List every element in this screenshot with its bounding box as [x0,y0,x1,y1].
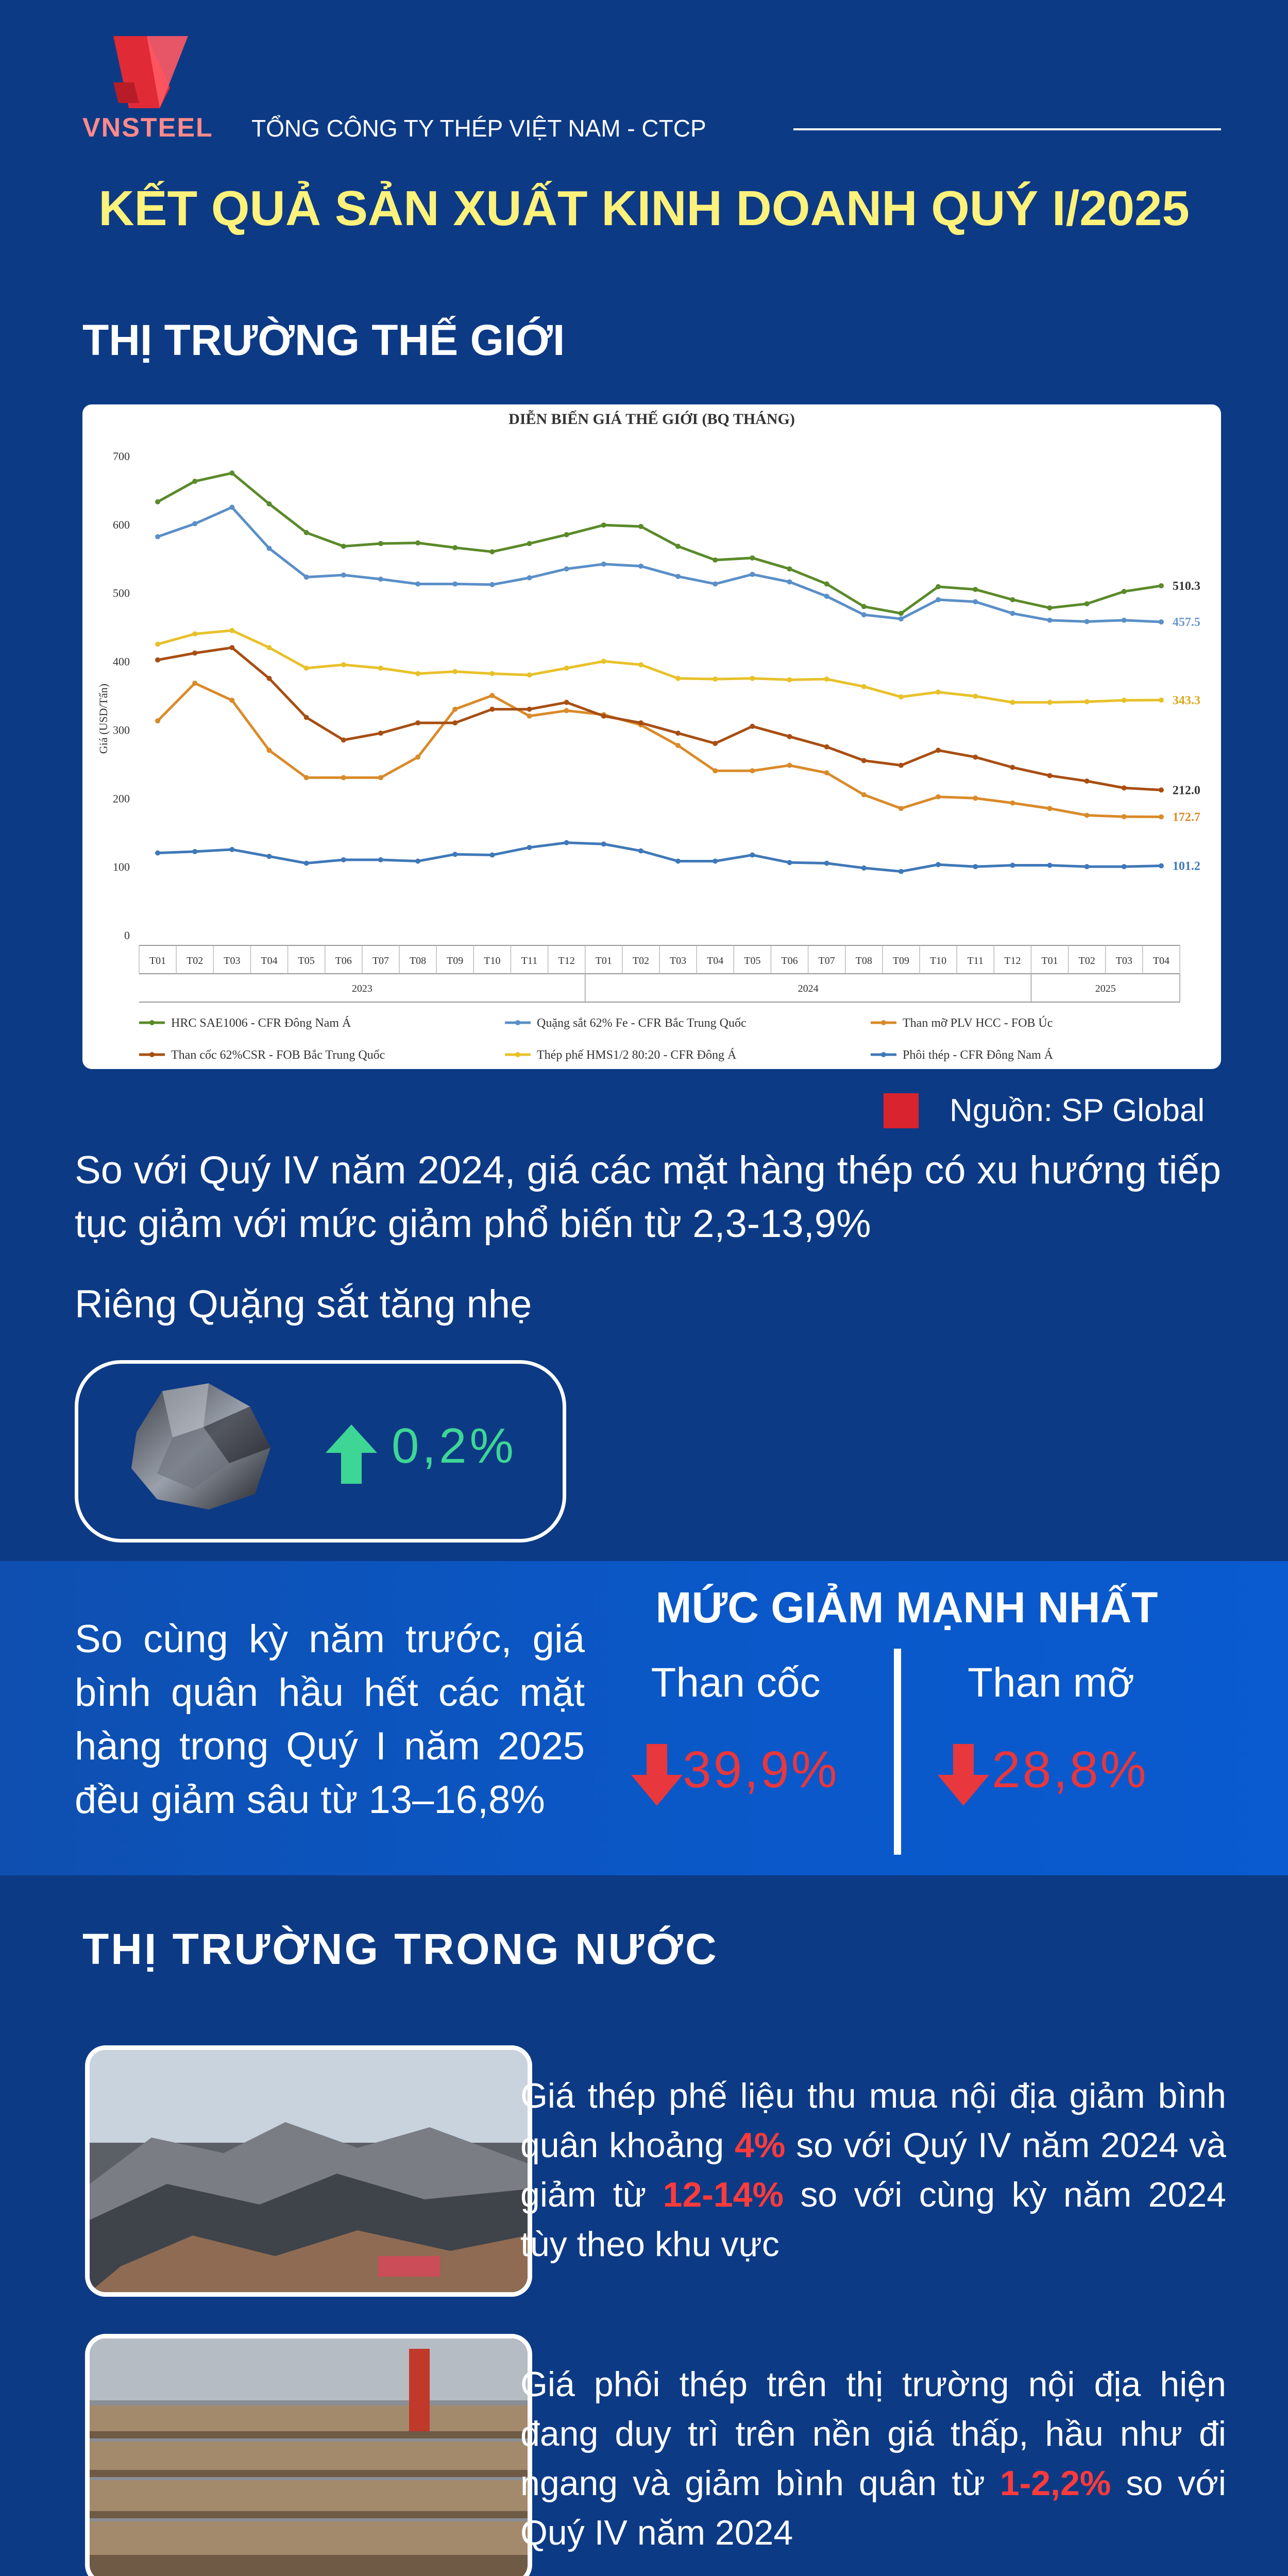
data-point [973,587,978,592]
x-tick-label: T11 [521,955,538,967]
data-point [489,853,495,858]
data-point [229,505,234,510]
data-point [1047,605,1053,611]
data-point [601,841,606,846]
page-title: KẾT QUẢ SẢN XUẤT KINH DOANH QUÝ I/2025 [98,181,1190,236]
scrap-steel-photo [85,2045,532,2297]
data-point [824,744,829,750]
yoy-summary: So cùng kỳ năm trước, giá bình quân hầu hết các mặt hàng trong Quý I năm 2025 đều giảm sâu từ 13–16,8% [75,1617,585,1822]
chart-source [884,1092,1205,1129]
data-point [861,792,867,798]
year-label: 2024 [798,983,819,994]
data-point [936,862,941,867]
data-point [899,869,904,874]
data-point [1047,806,1053,811]
world-summary: So với Quý IV năm 2024, giá các mặt hàng thép có xu hướng tiếp tục giảm với mức giảm phổ biến từ 2,3-13,9% [75,1148,1221,1246]
coking-coal-label: Than mỡ [968,1659,1134,1705]
data-point [489,582,495,587]
data-point [304,574,309,580]
data-point [229,698,234,703]
data-point [675,574,681,579]
iron-ore-image [116,1370,281,1520]
data-point [1122,814,1127,819]
data-point [415,581,420,586]
data-point [1010,611,1015,616]
data-point [267,854,272,859]
billet-photo [85,2334,532,2576]
data-point [601,562,606,567]
x-tick-label: T07 [818,955,835,967]
data-point [787,860,792,865]
text-part: so với cùng kỳ năm 2024 tùy theo khu vực [520,2175,1226,2264]
data-point [155,499,160,504]
x-tick-label: T08 [409,955,427,967]
legend-marker [149,1020,155,1025]
legend-label: Thép phế HMS1/2 80:20 - CFR Đông Á [537,1048,737,1062]
x-tick-label: T09 [892,955,910,967]
data-point [1084,619,1090,624]
x-tick-label: T09 [447,955,464,967]
chart-ylabel: Giá (USD/Tấn) [97,683,110,754]
coke-label: Than cốc [651,1659,821,1705]
text-part: so với Quý IV năm 2024 và giảm từ [520,2126,1226,2214]
data-point [155,641,160,647]
x-tick-label: T03 [1115,955,1132,967]
x-tick-label: T08 [855,955,872,967]
data-point [861,604,867,609]
highlight-value: 12-14% [663,2175,784,2214]
data-point [415,540,420,546]
data-point [824,581,829,586]
series-line [158,507,1161,622]
data-point [192,651,197,656]
data-point [936,748,941,753]
data-point [304,530,309,535]
data-point [601,522,606,528]
data-point [1122,785,1127,790]
data-point [675,731,681,736]
data-point [861,758,867,763]
x-tick-label: T03 [669,955,687,967]
data-point [787,734,792,739]
data-point [527,845,532,850]
data-point [713,557,718,563]
data-point [750,768,755,773]
data-point [750,724,755,729]
world-section-title: THỊ TRƯỜNG THẾ GIỚI [82,316,565,364]
legend-marker [881,1052,886,1057]
x-tick-label: T01 [595,955,612,967]
data-point [1122,864,1127,869]
data-point [861,866,867,871]
y-tick-label: 700 [113,450,130,463]
data-point [452,720,457,725]
biggest-drop-title: MỨC GIẢM MẠNH NHẤT [655,1583,1158,1632]
legend-label: Phôi thép - CFR Đông Nam Á [903,1048,1054,1062]
billet-text [520,2360,1226,2557]
source-marker [884,1093,919,1128]
data-point [750,572,755,577]
data-point [861,612,867,617]
data-point [973,864,978,869]
x-tick-label: T04 [261,955,278,967]
data-point [750,676,755,681]
data-point [527,707,532,712]
data-point [787,566,792,571]
data-point [1010,801,1015,806]
data-point [1047,618,1053,623]
data-point [452,852,457,857]
text-part: Giá phôi thép trên thị trường nội địa hiện đang duy trì trên nền giá thấp, hầu như đi ngang và giảm bình quân từ [520,2365,1226,2503]
data-point [527,714,532,719]
data-point [564,840,569,845]
data-point [415,859,420,864]
data-point [1122,618,1127,623]
data-point [341,662,346,667]
data-point [192,521,197,527]
end-value-label: 212.0 [1172,784,1200,798]
data-point [192,681,197,686]
end-value-label: 343.3 [1172,693,1200,707]
data-point [341,775,346,780]
data-point [267,748,272,753]
data-point [452,707,457,712]
price-line-chart [82,404,1221,1069]
end-value-label: 457.5 [1172,616,1200,630]
x-tick-label: T06 [335,955,352,967]
data-point [489,707,495,712]
company-name: TỔNG CÔNG TY THÉP VIỆT NAM - CTCP [251,115,706,142]
data-point [564,566,569,571]
y-tick-label: 400 [113,655,130,668]
data-point [824,594,829,599]
data-point [713,768,718,773]
data-point [824,676,829,682]
data-point [1047,862,1053,868]
data-point [341,737,346,742]
highlight-value: 1-2,2% [999,2464,1111,2503]
legend-marker [515,1020,520,1025]
data-point [713,741,718,746]
data-point [564,708,569,713]
data-point [452,581,457,586]
data-point [1122,589,1127,594]
x-tick-label: T03 [224,955,241,967]
data-point [899,806,904,811]
data-point [973,755,978,760]
data-point [155,657,160,663]
header-rule [793,128,1221,130]
data-point [267,645,272,650]
x-tick-label: T01 [149,955,166,967]
data-point [1084,813,1090,818]
x-tick-label: T12 [1004,955,1021,967]
iron-ore-change: 0,2% [392,1418,517,1473]
data-point [675,544,681,549]
data-point [415,671,420,676]
data-point [155,851,160,856]
x-tick-label: T02 [1078,955,1095,967]
series-line [158,843,1161,872]
column-divider [894,1649,901,1855]
data-point [1159,583,1164,588]
data-point [1159,815,1164,820]
data-point [973,693,978,699]
data-point [899,616,904,621]
end-value-label: 101.2 [1172,859,1200,873]
data-point [861,684,867,689]
data-point [1047,700,1053,705]
x-tick-label: T10 [484,955,501,967]
data-point [1159,619,1164,624]
y-tick-label: 100 [113,860,130,874]
legend-marker [515,1052,520,1057]
data-point [378,666,383,671]
data-point [564,532,569,537]
y-tick-label: 300 [113,723,130,737]
data-point [936,597,941,602]
data-point [1122,698,1127,703]
year-label: 2025 [1095,983,1116,994]
data-point [787,579,792,584]
x-tick-label: T04 [1153,955,1170,967]
data-point [1010,597,1015,602]
data-point [899,763,904,768]
y-tick-label: 0 [124,929,130,942]
x-tick-label: T07 [372,955,389,967]
data-point [675,743,681,748]
source-label: Nguồn: SP Global [950,1093,1205,1128]
data-point [1084,601,1090,606]
data-point [601,714,606,719]
data-point [452,669,457,674]
data-point [564,700,569,705]
iron-ore-note: Riêng Quặng sắt tăng nhẹ [75,1282,532,1326]
text-part: Giá thép phế liệu thu mua nội địa giảm bình quân khoảng [520,2076,1226,2165]
data-point [824,770,829,775]
legend-label: Quặng sắt 62% Fe - CFR Bắc Trung Quốc [537,1016,747,1030]
data-point [378,775,383,780]
legend-label: Than mỡ PLV HCC - FOB Úc [903,1016,1053,1030]
data-point [638,524,643,529]
data-point [489,549,495,554]
data-point [489,693,495,698]
vnsteel-logo-mark [98,26,206,113]
data-point [341,544,346,549]
arrow-down-icon [631,1744,683,1806]
x-tick-label: T10 [929,955,947,967]
coke-drop-value: 39,9% [683,1741,839,1799]
data-point [378,857,383,862]
legend-label: HRC SAE1006 - CFR Đông Nam Á [171,1016,351,1030]
logo-text: VNSTEEL [82,113,213,143]
coking-coal-drop-value: 28,8% [992,1741,1148,1799]
data-point [713,859,718,864]
data-point [229,847,234,852]
data-point [1084,864,1090,869]
data-point [304,715,309,720]
data-point [787,763,792,768]
data-point [229,470,234,476]
data-point [415,720,420,725]
highlight-value: 4% [735,2126,786,2165]
data-point [638,564,643,569]
data-point [1159,863,1164,869]
data-point [1159,787,1164,792]
data-point [713,581,718,586]
data-point [638,662,643,667]
data-point [192,631,197,636]
data-point [527,541,532,546]
chart-title: DIỄN BIẾN GIÁ THẾ GIỚI (BQ THÁNG) [509,411,795,428]
data-point [378,577,383,582]
x-tick-label: T01 [1041,955,1058,967]
x-tick-label: T02 [632,955,650,967]
y-tick-label: 600 [113,518,130,531]
data-point [601,659,606,664]
data-point [527,575,532,580]
legend-label: Than cốc 62%CSR - FOB Bắc Trung Quốc [171,1048,385,1062]
data-point [675,859,681,864]
legend-marker [881,1020,886,1025]
data-point [267,501,272,506]
data-point [936,689,941,694]
data-point [267,676,272,681]
end-value-label: 510.3 [1172,580,1200,594]
data-point [638,849,643,854]
arrow-down-icon [938,1744,989,1806]
data-point [936,584,941,589]
legend-marker [149,1052,155,1057]
x-tick-label: T04 [707,955,724,967]
year-label: 2023 [351,983,372,994]
data-point [638,720,643,725]
data-point [229,645,234,650]
data-point [415,755,420,760]
data-point [564,666,569,671]
x-tick-label: T05 [744,955,761,967]
data-point [1047,773,1053,778]
data-point [267,546,272,551]
end-value-label: 172.7 [1172,810,1200,824]
data-point [192,849,197,854]
data-point [824,861,829,866]
x-tick-label: T11 [967,955,984,967]
data-point [1084,778,1090,784]
data-point [304,666,309,671]
data-point [899,694,904,700]
data-point [378,731,383,736]
data-point [1010,862,1015,868]
data-point [155,718,160,723]
data-point [489,671,495,676]
data-point [304,861,309,866]
y-tick-label: 200 [113,792,130,805]
x-tick-label: T12 [558,955,575,967]
x-tick-label: T02 [187,955,204,967]
data-point [787,677,792,682]
price-chart-card [82,404,1221,1069]
data-point [713,676,718,682]
data-point [1010,700,1015,705]
data-point [229,628,234,633]
data-point [973,599,978,604]
y-tick-label: 500 [113,586,130,600]
data-point [1159,698,1164,703]
series-line [158,473,1161,613]
data-point [899,611,904,616]
data-point [750,555,755,561]
scrap-text [520,2071,1226,2269]
data-point [378,541,383,546]
data-point [155,534,160,539]
data-point [936,794,941,800]
data-point [452,545,457,550]
data-point [973,795,978,801]
domestic-section-title: THỊ TRƯỜNG TRONG NƯỚC [82,1925,719,1973]
data-point [527,672,532,677]
x-tick-label: T06 [781,955,798,967]
data-point [341,857,346,862]
data-point [341,572,346,578]
data-point [192,479,197,484]
x-tick-label: T05 [298,955,315,967]
text-part: so với Quý IV năm 2024 [520,2464,1226,2552]
data-point [1010,765,1015,770]
data-point [1084,699,1090,704]
data-point [304,775,309,780]
arrow-up-icon [326,1425,377,1484]
data-point [750,853,755,858]
data-point [675,676,681,681]
